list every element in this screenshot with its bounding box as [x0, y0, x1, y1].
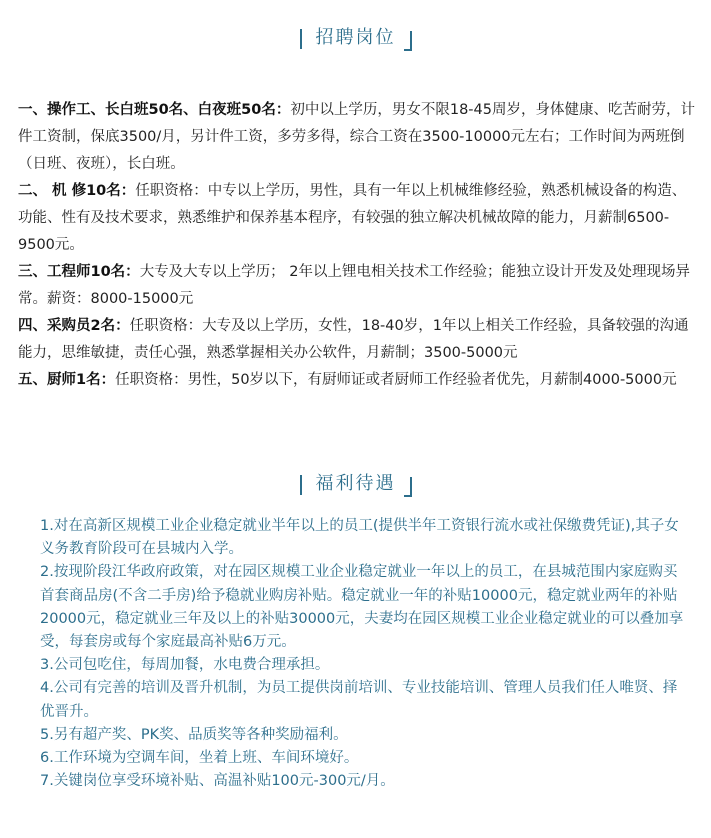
- job-description: 任职资格：大专及以上学历，女性，18-40岁，1年以上相关工作经验，具备较强的沟通能力，思维敏捷，责任心强，熟悉掌握相关办公软件，月薪制；3500-5000元: [18, 318, 689, 361]
- benefit-item: 6.工作环境为空调车间，坐着上班、车间环境好。: [40, 750, 359, 767]
- title-frame: [300, 471, 412, 497]
- benefit-item: 7.关键岗位享受环境补贴、高温补贴100元-300元/月。: [40, 773, 395, 790]
- job-heading: 二、 机 修10名：: [18, 183, 136, 199]
- title-bracket-left: [300, 29, 302, 49]
- job-heading: 一、操作工、长白班50名、白夜班50名：: [18, 102, 291, 118]
- section-title-jobs: [0, 24, 711, 52]
- job-item: [18, 367, 698, 394]
- job-item: [18, 97, 698, 178]
- job-heading: 三、工程师10名：: [18, 264, 140, 280]
- title-frame: [300, 25, 412, 51]
- job-list: [18, 97, 698, 394]
- section-title-text: 招聘岗位: [315, 27, 396, 48]
- benefit-item: 3.公司包吃住，每周加餐，水电费合理承担。: [40, 657, 330, 674]
- title-underline-tick: [404, 49, 412, 51]
- benefit-item: 4.公司有完善的培训及晋升机制，为员工提供岗前培训、专业技能培训、管理人员我们任人唯贤、择优晋升。: [40, 680, 678, 720]
- job-heading: 五、厨师1名：: [18, 372, 116, 388]
- job-description: 初中以上学历，男女不限18-45周岁，身体健康、吃苦耐劳，计件工资制，保底3500/月，另计件工资，多劳多得，综合工资在3500-10000元左右；工作时间为两班倒（日班、夜班），长白班。: [18, 102, 695, 172]
- benefit-item: 5.另有超产奖、PK奖、品质奖等各种奖励福利。: [40, 726, 348, 743]
- job-item: [18, 178, 698, 259]
- job-description: 任职资格：中专以上学历，男性，具有一年以上机械维修经验，熟悉机械设备的构造、功能、性有及技术要求，熟悉维护和保养基本程序，有较强的独立解决机械故障的能力，月薪制6500-9500元。: [18, 183, 687, 253]
- job-item: [18, 259, 698, 313]
- section-title-benefits: [0, 470, 711, 498]
- title-underline-tick: [404, 495, 412, 497]
- title-bracket-right: [410, 477, 412, 497]
- title-bracket-right: [410, 31, 412, 51]
- benefit-list: [40, 515, 690, 793]
- benefit-item: 2.按现阶段江华政府政策，对在园区规模工业企业稳定就业一年以上的员工，在县城范围内家庭购买首套商品房(不含二手房)给予稳就业购房补贴。稳定就业一年的补贴10000元，稳定就业两年的补贴20000元，稳定就业三年及以上的补贴30000元，夫妻均在园区规模工业企业稳定就业的可以叠加享受，每套房或每个家庭最高补贴6万元。: [40, 564, 684, 651]
- job-item: [18, 313, 698, 367]
- benefit-item: 1.对在高新区规模工业企业稳定就业半年以上的员工(提供半年工资银行流水或社保缴费凭证),其子女义务教育阶段可在县城内入学。: [40, 518, 679, 558]
- section-title-text: 福利待遇: [315, 473, 396, 494]
- job-heading: 四、采购员2名：: [18, 318, 130, 334]
- title-bracket-left: [300, 475, 302, 495]
- job-description: 任职资格：男性，50岁以下，有厨师证或者厨师工作经验者优先，月薪制4000-5000元: [115, 372, 677, 388]
- job-description: 大专及大专以上学历； 2年以上锂电相关技术工作经验；能独立设计开发及处理现场异常。薪资：8000-15000元: [18, 264, 691, 307]
